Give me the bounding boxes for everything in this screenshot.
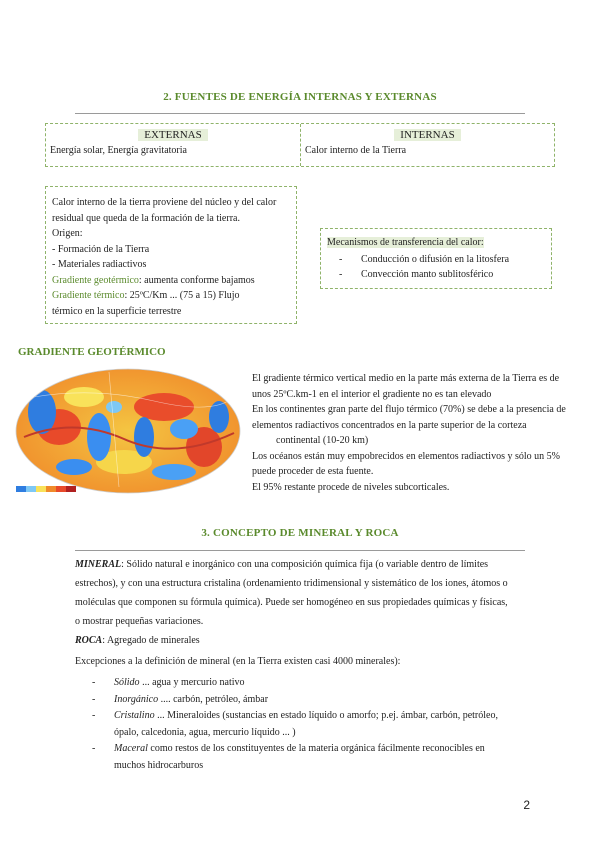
color-scale-icon	[16, 486, 76, 494]
gradiente-line: elementos radiactivos concentrados en la parte superior de la corteza	[252, 419, 527, 431]
gradiente-line: continental (10-20 km)	[276, 435, 369, 446]
section-3-title: 3. CONCEPTO DE MINERAL Y ROCA	[201, 527, 399, 539]
gradiente-line: puede proceder de esta fuente.	[252, 466, 374, 477]
list-item: - Maceral como restos de los constituyentes de la materia orgánica fácilmente reconocibles en	[92, 741, 532, 758]
internas-column	[301, 124, 554, 156]
mineral-label: MINERAL	[75, 559, 122, 570]
mineral-line: o mostrar pequeñas variaciones.	[75, 616, 204, 627]
origen-item: - Formación de la Tierra	[52, 243, 150, 255]
calor-line-2: residual que queda de la formación de la tierra.	[52, 212, 240, 224]
externas-body: Energía solar, Energía gravitatoria	[50, 145, 187, 156]
mineral-line: estrechos), y con una estructura cristalina (ordenamiento tridimensional y sistemático de los iones, átomos o	[75, 578, 508, 589]
origen-item: - Materiales radiactivos	[52, 259, 147, 270]
origen-label: Origen:	[52, 228, 83, 239]
mineral-line: moléculas que componen su fórmula química). Puede ser homogéneo en sus propiedades químicas y físicas,	[75, 597, 508, 608]
list-item: - Conducción o difusión en la litosfera	[339, 252, 545, 267]
heat-flow-map-image	[14, 367, 242, 495]
mecanismos-list	[327, 252, 545, 282]
list-item: - Convección manto sublitosférico	[339, 267, 545, 282]
gradiente-text	[252, 371, 592, 495]
gradiente-geotermico-label: Gradiente geotérmico	[52, 274, 139, 286]
list-item-continuation: ópalo, calcedonia, agua, mercurio líquido ... )	[114, 726, 296, 738]
gradiente-line: Los océanos están muy empobrecidos en elementos radiactivos y sólo un 5%	[252, 450, 560, 462]
excepciones-list	[92, 675, 532, 774]
section-2-title: 2. FUENTES DE ENERGÍA INTERNAS Y EXTERNAS	[163, 91, 437, 103]
roca-label: ROCA	[75, 635, 103, 646]
calor-line-1: Calor interno de la tierra proviene del núcleo y del calor	[52, 197, 277, 208]
excepciones-intro: Excepciones a la definición de mineral (en la Tierra existen casi 4000 minerales):	[75, 656, 401, 667]
gradiente-geotermico-line: Gradiente geotérmico: aumenta conforme bajamos	[52, 274, 255, 286]
roca-definition: ROCA: Agregado de minerales	[75, 635, 200, 646]
calor-interno-box	[45, 186, 297, 324]
gradiente-line: El gradiente térmico vertical medio en la parte más externa de la Tierra es de	[252, 373, 560, 384]
map-legend	[16, 486, 76, 497]
internas-body: Calor interno de la Tierra	[305, 145, 407, 156]
energy-sources-table	[45, 123, 555, 167]
gradiente-line: unos 25ºC.km-1 en el interior el gradiente no es tan elevado	[252, 388, 492, 400]
gradiente-line: En los continentes gran parte del flujo térmico (70%) se debe a la presencia de	[252, 404, 566, 415]
page-number: 2	[523, 798, 530, 812]
externas-column	[46, 124, 300, 156]
gradiente-line: El 95% restante procede de niveles subcorticales.	[252, 481, 450, 493]
section-2-rule	[75, 113, 525, 114]
externas-heading: EXTERNAS	[46, 129, 300, 141]
internas-heading: INTERNAS	[301, 129, 554, 141]
list-item-continuation: muchos hidrocarburos	[114, 759, 204, 771]
gradiente-termico-label: Gradiente térmico	[52, 290, 125, 301]
mineral-definition: MINERAL: Sólido natural e inorgánico con una composición química fija (o variable dentro de límites estrechos), y con una estructura cristalina (ordenamiento tridimensional y sistemático de los iones, átomos o moléculas que componen su fórmula química). Puede ser homogéneo en sus propiedades químicas y físicas, o mostrar pequeñas variaciones. ROCA: Agregado de minerales	[75, 555, 535, 650]
mecanismos-box	[320, 228, 552, 289]
heat-flow-map-icon	[14, 367, 242, 495]
list-item: - Sólido ... agua y mercurio nativo	[92, 675, 532, 692]
list-item: - Cristalino ... Mineraloides (sustancias en estado líquido o amorfo; p.ej. ámbar, carbón, petróleo,	[92, 708, 532, 725]
section-3-rule	[75, 550, 525, 551]
mecanismos-title: Mecanismos de transferencia del calor:	[327, 237, 484, 248]
gradiente-heading: GRADIENTE GEOTÉRMICO	[18, 346, 166, 358]
list-item: - Inorgánico .... carbón, petróleo, ámbar	[92, 692, 532, 709]
gradiente-termico-line: Gradiente térmico: 25ºC/Km ... (75 a 15) Flujo	[52, 290, 240, 301]
gradiente-termico-line-2: térmico en la superficie terrestre	[52, 305, 182, 317]
